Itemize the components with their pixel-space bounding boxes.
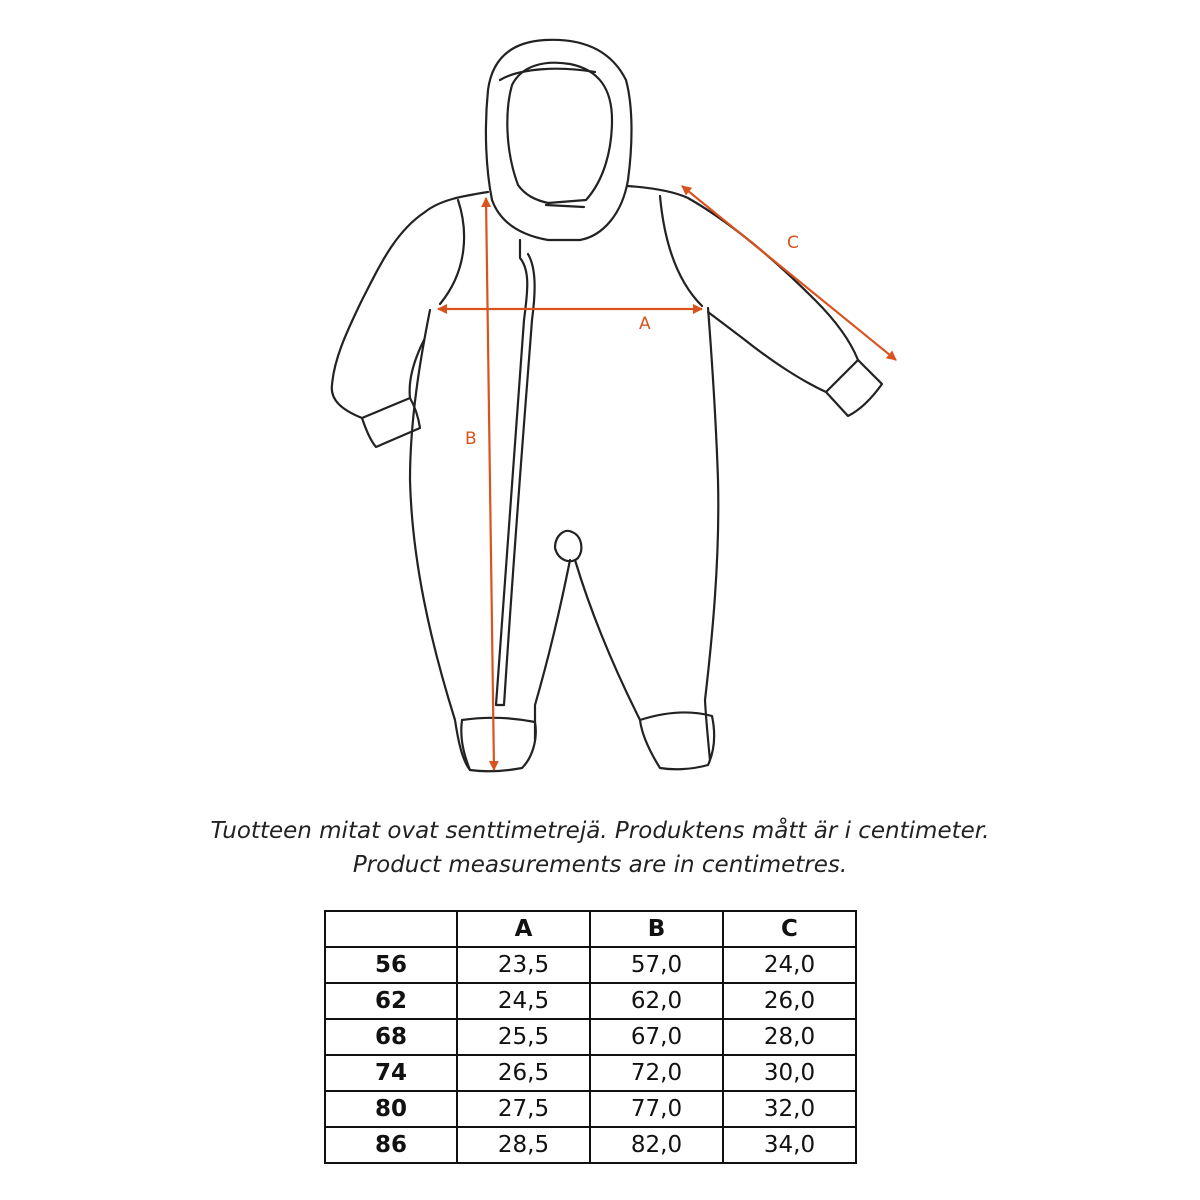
value-cell-c: 26,0: [723, 983, 856, 1019]
caption-line-2: Product measurements are in centimetres.: [352, 852, 848, 878]
value-cell-b: 72,0: [590, 1055, 723, 1091]
label-b: B: [465, 429, 477, 449]
hood-seam: [500, 69, 595, 80]
right-cuff: [826, 360, 882, 416]
value-cell-b: 62,0: [590, 983, 723, 1019]
table-row: [325, 1127, 856, 1163]
header-cell-size: [325, 911, 457, 947]
value-cell-c: 28,0: [723, 1019, 856, 1055]
size-table: [324, 910, 857, 1164]
measurement-arrows: [438, 186, 896, 770]
right-armhole: [660, 196, 702, 306]
value-cell-c: 24,0: [723, 947, 856, 983]
crotch: [555, 531, 581, 561]
torso-left-side: [410, 310, 470, 770]
hood-seam: [546, 205, 584, 207]
size-cell: 62: [325, 983, 457, 1019]
left-leg-cuff: [461, 718, 535, 771]
value-cell-c: 34,0: [723, 1127, 856, 1163]
table-row: [325, 1055, 856, 1091]
value-cell-b: 82,0: [590, 1127, 723, 1163]
arrow-c: [682, 186, 896, 360]
header-row: [325, 911, 856, 947]
value-cell-a: 28,5: [457, 1127, 590, 1163]
right-leg-cuff: [640, 713, 714, 770]
caption-line-1: Tuotteen mitat ovat senttimetrejä. Produktens mått är i centimeter.: [210, 818, 990, 844]
left-armhole: [440, 200, 464, 304]
table-row: [325, 947, 856, 983]
table-row: [325, 983, 856, 1019]
value-cell-c: 30,0: [723, 1055, 856, 1091]
value-cell-a: 25,5: [457, 1019, 590, 1055]
arrow-b: [486, 198, 494, 770]
header-cell-a: A: [457, 911, 590, 947]
header-cell-c: C: [723, 911, 856, 947]
value-cell-a: 24,5: [457, 983, 590, 1019]
torso-right-side: [705, 308, 718, 760]
value-cell-a: 26,5: [457, 1055, 590, 1091]
value-cell-b: 67,0: [590, 1019, 723, 1055]
overall-outline: [332, 40, 882, 772]
size-cell: 68: [325, 1019, 457, 1055]
size-cell: 56: [325, 947, 457, 983]
value-cell-b: 77,0: [590, 1091, 723, 1127]
table-row: [325, 1091, 856, 1127]
value-cell-a: 27,5: [457, 1091, 590, 1127]
size-cell: 74: [325, 1055, 457, 1091]
value-cell-c: 32,0: [723, 1091, 856, 1127]
size-cell: 80: [325, 1091, 457, 1127]
size-cell: 86: [325, 1127, 457, 1163]
value-cell-b: 57,0: [590, 947, 723, 983]
table-row: [325, 1019, 856, 1055]
header-cell-b: B: [590, 911, 723, 947]
label-a: A: [639, 314, 651, 334]
left-leg-inner: [535, 560, 570, 740]
value-cell-a: 23,5: [457, 947, 590, 983]
hood-inner: [507, 63, 612, 203]
right-leg-inner: [575, 560, 640, 720]
measurement-caption: [0, 814, 1200, 882]
label-c: C: [787, 233, 799, 253]
